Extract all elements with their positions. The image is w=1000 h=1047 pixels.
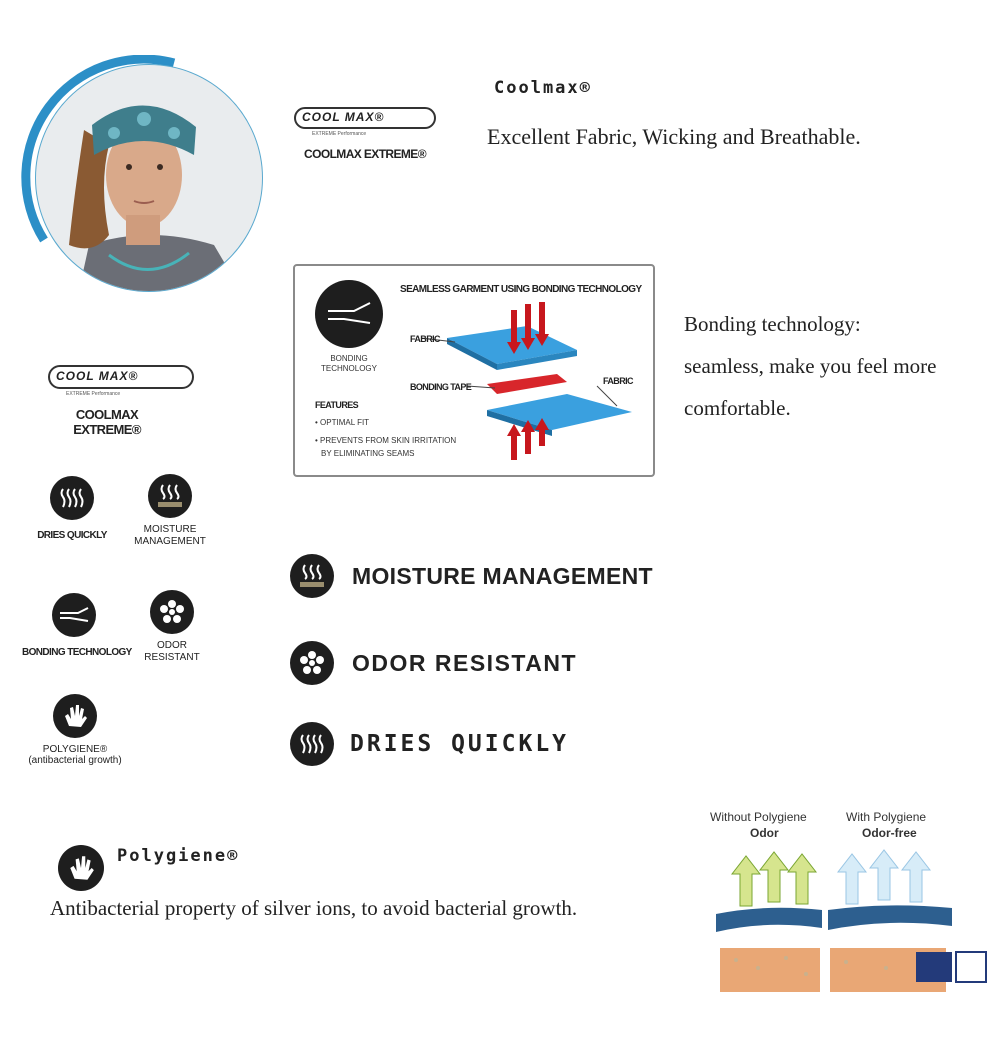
polygiene-description: Antibacterial property of silver ions, to avoid bacterial growth. bbox=[50, 896, 578, 920]
feature-label-moisture: MOISTURE MANAGEMENT bbox=[352, 562, 653, 589]
feature-row-moisture bbox=[290, 554, 653, 598]
features-heading: FEATURES bbox=[315, 400, 359, 410]
odor-label-1: ODOR bbox=[157, 640, 187, 651]
coolmax-logo-subtext: EXTREME Performance bbox=[66, 391, 121, 397]
bonding-technology-icon bbox=[315, 280, 383, 348]
feature-seams: BY ELIMINATING SEAMS bbox=[321, 449, 415, 458]
moisture-label-1: MOISTURE bbox=[143, 524, 197, 535]
small-icon-polygiene bbox=[10, 694, 140, 766]
bonding-diagram bbox=[293, 264, 655, 477]
coolmax-badge-left bbox=[48, 365, 196, 437]
without-polygiene-sub: Odor bbox=[750, 826, 779, 840]
polygiene-hand-icon bbox=[53, 694, 97, 738]
dries-quickly-icon bbox=[50, 476, 94, 520]
odor-icon bbox=[150, 590, 194, 634]
coolmax-logo-subtext: EXTREME Performance bbox=[312, 131, 367, 137]
bonding-description bbox=[684, 303, 937, 429]
feature-optimal-fit: • OPTIMAL FIT bbox=[315, 418, 370, 427]
portrait-illustration bbox=[14, 55, 272, 313]
label-fabric-top: FABRIC bbox=[410, 334, 440, 344]
moisture-icon bbox=[290, 554, 334, 598]
bonding-technology-icon bbox=[52, 593, 96, 637]
bonding-description-line-3: comfortable. bbox=[684, 396, 791, 420]
moisture-label-2: MANAGEMENT bbox=[134, 536, 206, 547]
model-portrait bbox=[14, 55, 272, 313]
small-icon-odor bbox=[128, 590, 216, 664]
odor-label-2: RESISTANT bbox=[144, 652, 200, 663]
feature-skin-irritation: • PREVENTS FROM SKIN IRRITATION bbox=[315, 436, 457, 445]
with-polygiene-sub: Odor-free bbox=[862, 826, 917, 840]
dries-quickly-label: DRIES QUICKLY bbox=[37, 530, 107, 541]
coolmax-logo-text: COOL MAX® bbox=[56, 369, 139, 383]
feature-row-odor bbox=[290, 641, 577, 685]
feature-row-dries bbox=[290, 722, 569, 766]
dries-quickly-icon bbox=[290, 722, 334, 766]
bonding-description-line-2: seamless, make you feel more bbox=[684, 354, 937, 378]
polygiene-heading: Polygiene® bbox=[117, 846, 240, 866]
bonding-technology-label: BONDING TECHNOLOGY bbox=[22, 647, 132, 658]
bonding-diagram-title: SEAMLESS GARMENT USING BONDING TECHNOLOGY bbox=[400, 284, 642, 295]
odor-icon bbox=[290, 641, 334, 685]
small-icon-bonding bbox=[22, 593, 132, 658]
feature-label-dries: DRIES QUICKLY bbox=[350, 731, 570, 757]
feature-label-odor: ODOR RESISTANT bbox=[352, 649, 578, 676]
polygiene-label-2: (antibacterial growth) bbox=[28, 755, 122, 766]
polygiene-comparison bbox=[706, 806, 990, 988]
coolmax-description: Excellent Fabric, Wicking and Breathable. bbox=[487, 124, 861, 149]
label-bonding-tape: BONDING TAPE bbox=[410, 382, 472, 392]
coolmax-logo bbox=[294, 107, 436, 137]
label-fabric-right: FABRIC bbox=[603, 376, 633, 386]
small-icon-dries-quickly bbox=[28, 476, 116, 541]
coolmax-logo bbox=[48, 365, 194, 397]
with-polygiene-title: With Polygiene bbox=[846, 810, 927, 824]
without-polygiene-title: Without Polygiene bbox=[710, 810, 807, 824]
coolmax-badge-caption: COOLMAX EXTREME® bbox=[304, 147, 426, 161]
polygiene-comparison-illustration bbox=[706, 844, 990, 994]
coolmax-logo-text: COOL MAX® bbox=[302, 110, 385, 124]
bonding-icon-caption: BONDING TECHNOLOGY bbox=[320, 354, 377, 373]
coolmax-badge-top bbox=[294, 107, 442, 167]
moisture-icon bbox=[148, 474, 192, 518]
polygiene-label-1: POLYGIENE® bbox=[42, 744, 108, 755]
coolmax-badge-caption: COOLMAX EXTREME® bbox=[73, 407, 141, 437]
coolmax-heading: Coolmax® bbox=[494, 78, 592, 98]
small-icon-moisture bbox=[124, 474, 216, 548]
bonding-description-line-1: Bonding technology: bbox=[684, 312, 861, 336]
polygiene-hand-icon bbox=[58, 845, 104, 891]
